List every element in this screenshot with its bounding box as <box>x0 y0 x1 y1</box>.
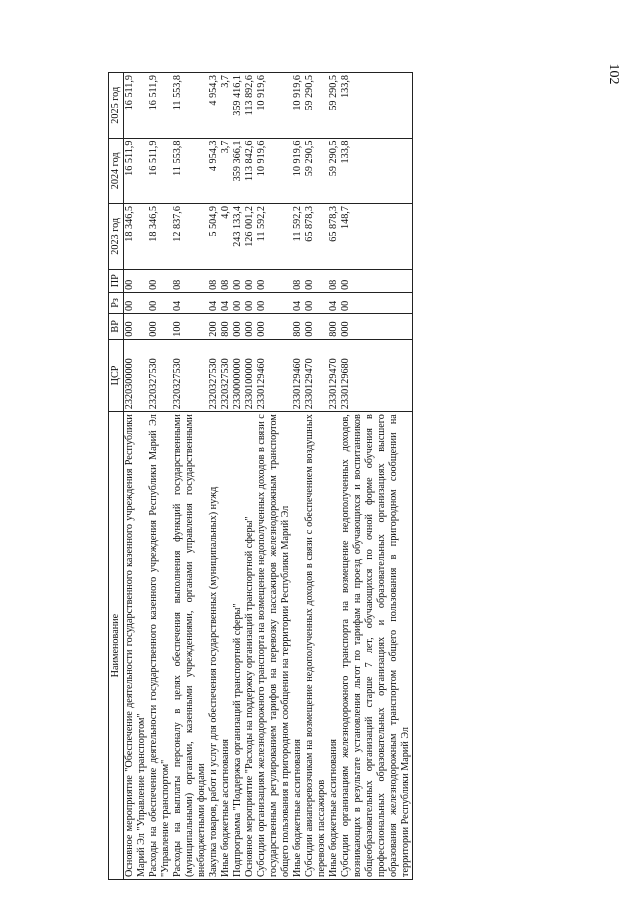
table-row <box>256 73 292 880</box>
cell-rz: 00 <box>124 292 149 313</box>
cell-v2023: 18 346,5 <box>124 204 149 269</box>
cell-vr: 000 <box>244 313 256 339</box>
cell-name: Расходы на обеспечение деятельности государственного казенного учреждения Республики Марий Эл "Управление транспортом" <box>148 412 172 880</box>
cell-csr: 2320327530 <box>148 339 172 412</box>
budget-table-container <box>108 72 620 880</box>
cell-rz: 00 <box>304 292 328 313</box>
table-row <box>124 73 149 880</box>
cell-pr: 00 <box>256 269 292 292</box>
header-2023: 2023 год <box>109 204 124 269</box>
cell-pr: 00 <box>244 269 256 292</box>
cell-rz: 04 <box>208 292 220 313</box>
cell-v2024: 133,8 <box>340 138 413 203</box>
cell-csr: 2330000000 <box>232 339 244 412</box>
cell-v2025: 10 919,6 <box>292 73 304 139</box>
cell-rz: 04 <box>220 292 232 313</box>
cell-vr: 000 <box>232 313 244 339</box>
cell-name: Иные бюджетные ассигнования <box>328 412 340 880</box>
cell-vr: 000 <box>256 313 292 339</box>
cell-v2023: 65 878,3 <box>304 204 328 269</box>
cell-v2024: 3,7 <box>220 138 232 203</box>
cell-name: Подпрограмма "Поддержка организаций транспортной сферы" <box>232 412 244 880</box>
cell-pr: 00 <box>340 269 413 292</box>
table-row <box>148 73 172 880</box>
cell-v2024: 113 842,6 <box>244 138 256 203</box>
cell-rz: 04 <box>292 292 304 313</box>
cell-csr: 2330129460 <box>292 339 304 412</box>
cell-v2024: 10 919,6 <box>292 138 304 203</box>
cell-name: Субсидии авиаперевозчикам на возмещение недополученных доходов в связи с обеспечением воздушных перевозок пассажиров <box>304 412 328 880</box>
cell-vr: 100 <box>172 313 208 339</box>
table-row <box>172 73 208 880</box>
cell-v2024: 59 290,5 <box>304 138 328 203</box>
cell-rz: 04 <box>328 292 340 313</box>
table-row <box>340 73 413 880</box>
cell-rz: 00 <box>340 292 413 313</box>
cell-csr: 2330129460 <box>256 339 292 412</box>
cell-name: Иные бюджетные ассигнования <box>292 412 304 880</box>
header-2024: 2024 год <box>109 138 124 203</box>
cell-v2024: 11 553,8 <box>172 138 208 203</box>
cell-v2024: 359 366,1 <box>232 138 244 203</box>
cell-csr: 2320327530 <box>220 339 232 412</box>
cell-v2023: 12 837,6 <box>172 204 208 269</box>
cell-pr: 08 <box>172 269 208 292</box>
cell-v2025: 113 892,6 <box>244 73 256 139</box>
cell-v2024: 10 919,6 <box>256 138 292 203</box>
cell-pr: 08 <box>328 269 340 292</box>
cell-v2025: 59 290,5 <box>328 73 340 139</box>
table-header-row <box>109 73 124 880</box>
cell-vr: 800 <box>292 313 304 339</box>
cell-v2025: 4 954,3 <box>208 73 220 139</box>
cell-v2023: 18 346,5 <box>148 204 172 269</box>
cell-v2025: 59 290,5 <box>304 73 328 139</box>
cell-v2025: 16 511,9 <box>148 73 172 139</box>
cell-vr: 200 <box>208 313 220 339</box>
cell-v2023: 148,7 <box>340 204 413 269</box>
cell-v2023: 11 592,2 <box>292 204 304 269</box>
header-vr: ВР <box>109 313 124 339</box>
cell-v2025: 16 511,9 <box>124 73 149 139</box>
cell-csr: 2330129470 <box>328 339 340 412</box>
table-row <box>304 73 328 880</box>
cell-name: Основное мероприятие "Обеспечение деятельности государственного казенного учреждения Республики Марий Эл "Управление транспортом" <box>124 412 149 880</box>
cell-pr: 00 <box>232 269 244 292</box>
header-name: Наименование <box>109 412 124 880</box>
cell-csr: 2320327530 <box>172 339 208 412</box>
cell-csr: 2320327530 <box>208 339 220 412</box>
cell-vr: 800 <box>220 313 232 339</box>
cell-v2023: 65 878,3 <box>328 204 340 269</box>
cell-csr: 2330100000 <box>244 339 256 412</box>
cell-pr: 08 <box>292 269 304 292</box>
cell-rz: 00 <box>232 292 244 313</box>
cell-v2025: 10 919,6 <box>256 73 292 139</box>
cell-vr: 000 <box>304 313 328 339</box>
cell-vr: 000 <box>124 313 149 339</box>
cell-v2023: 4,0 <box>220 204 232 269</box>
cell-pr: 08 <box>220 269 232 292</box>
cell-csr: 2330129680 <box>340 339 413 412</box>
cell-v2023: 5 504,9 <box>208 204 220 269</box>
cell-vr: 800 <box>328 313 340 339</box>
header-rz: Рз <box>109 292 124 313</box>
cell-v2023: 11 592,2 <box>256 204 292 269</box>
cell-vr: 000 <box>340 313 413 339</box>
cell-v2025: 3,7 <box>220 73 232 139</box>
cell-v2025: 11 553,8 <box>172 73 208 139</box>
page-number: 102 <box>606 63 621 85</box>
table-row <box>292 73 304 880</box>
cell-rz: 00 <box>256 292 292 313</box>
cell-rz: 04 <box>172 292 208 313</box>
table-row <box>328 73 340 880</box>
cell-name: Субсидии организациям железнодорожного транспорта на возмещение недополученных доходов, возникающих в результате установления льгот по тарифам на проезд обучающихся и воспитанников общеобразовательных организаций старше 7 лет, обучающихся по очной форме обучения в профессиональных образовательных организациях и образовательных организациях высшего образования железнодорожным транспортом общего пользования в пригородном сообщении на территории Республики Марий Эл <box>340 412 413 880</box>
table-row <box>208 73 220 880</box>
cell-v2023: 126 001,2 <box>244 204 256 269</box>
cell-pr: 00 <box>304 269 328 292</box>
table-row <box>232 73 244 880</box>
cell-v2024: 16 511,9 <box>148 138 172 203</box>
cell-v2024: 59 290,5 <box>328 138 340 203</box>
cell-v2025: 133,8 <box>340 73 413 139</box>
cell-vr: 000 <box>148 313 172 339</box>
cell-pr: 00 <box>148 269 172 292</box>
cell-name: Расходы на выплаты персоналу в целях обеспечения выполнения функций государственными (муниципальными) органами, казенными учреждениями, органами управления государственными внебюджетными фондами <box>172 412 208 880</box>
budget-table <box>108 72 413 880</box>
header-pr: ПР <box>109 269 124 292</box>
cell-v2023: 243 133,4 <box>232 204 244 269</box>
cell-csr: 2330129470 <box>304 339 328 412</box>
cell-pr: 08 <box>208 269 220 292</box>
cell-rz: 00 <box>148 292 172 313</box>
cell-v2025: 359 416,1 <box>232 73 244 139</box>
header-2025: 2025 год <box>109 73 124 139</box>
cell-pr: 00 <box>124 269 149 292</box>
cell-rz: 00 <box>244 292 256 313</box>
cell-name: Основное мероприятие "Расходы на поддержку организаций транспортной сферы" <box>244 412 256 880</box>
header-csr: ЦСР <box>109 339 124 412</box>
cell-name: Субсидии организациям железнодорожного транспорта на возмещение недополученных доходов в связи с государственным регулированием тарифов на перевозку пассажиров железнодорожным транспортом общего пользования в пригородном сообщении на территории Республики Марий Эл <box>256 412 292 880</box>
cell-csr: 2320300000 <box>124 339 149 412</box>
table-row <box>244 73 256 880</box>
cell-name: Закупка товаров, работ и услуг для обеспечения государственных (муниципальных) нужд <box>208 412 220 880</box>
cell-v2024: 16 511,9 <box>124 138 149 203</box>
table-row <box>220 73 232 880</box>
cell-v2024: 4 954,3 <box>208 138 220 203</box>
cell-name: Иные бюджетные ассигнования <box>220 412 232 880</box>
